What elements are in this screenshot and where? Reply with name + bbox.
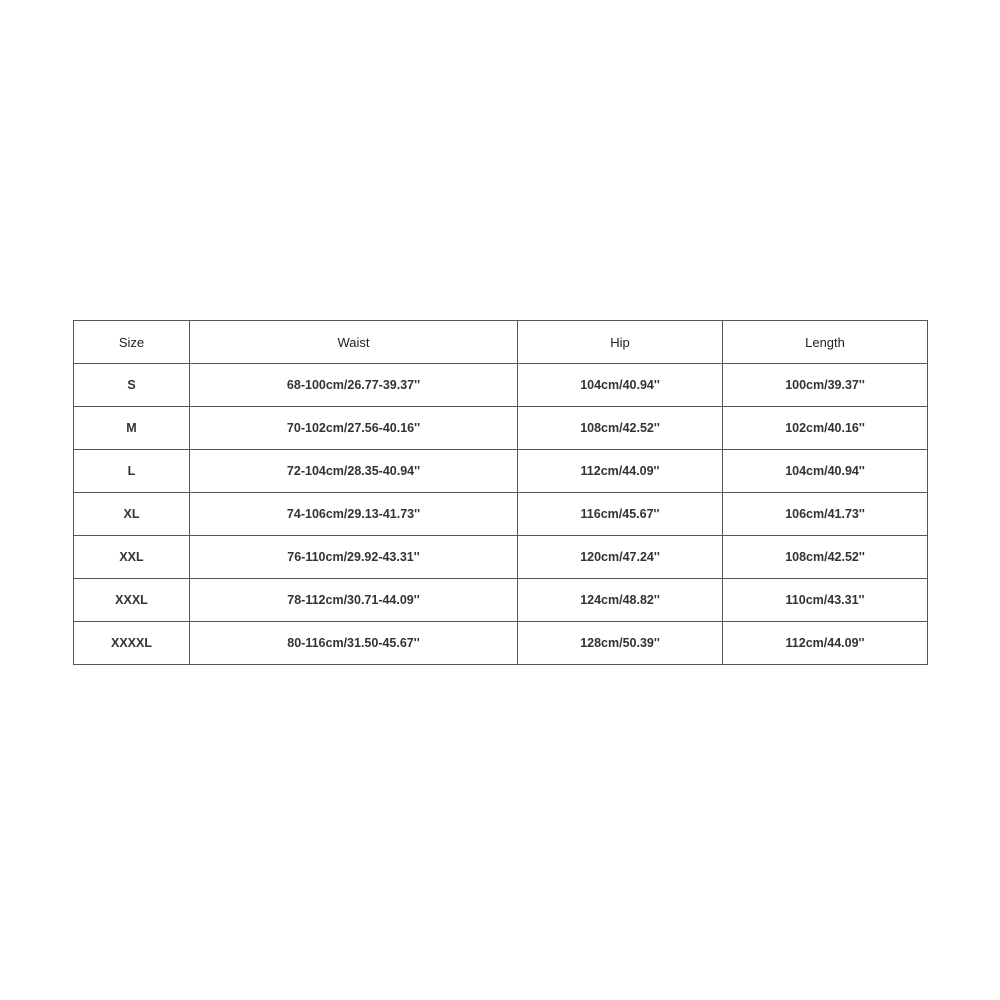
cell-size: L: [74, 450, 190, 493]
cell-hip: 112cm/44.09'': [518, 450, 723, 493]
cell-hip: 116cm/45.67'': [518, 493, 723, 536]
header-length: Length: [723, 321, 928, 364]
cell-waist: 76-110cm/29.92-43.31'': [190, 536, 518, 579]
header-waist: Waist: [190, 321, 518, 364]
cell-length: 106cm/41.73'': [723, 493, 928, 536]
table-row: [74, 493, 928, 536]
cell-length: 112cm/44.09'': [723, 622, 928, 665]
cell-hip: 120cm/47.24'': [518, 536, 723, 579]
cell-size: M: [74, 407, 190, 450]
cell-hip: 128cm/50.39'': [518, 622, 723, 665]
cell-length: 102cm/40.16'': [723, 407, 928, 450]
cell-hip: 108cm/42.52'': [518, 407, 723, 450]
table-row: [74, 579, 928, 622]
cell-hip: 104cm/40.94'': [518, 364, 723, 407]
cell-size: XXL: [74, 536, 190, 579]
cell-length: 100cm/39.37'': [723, 364, 928, 407]
header-row: [74, 321, 928, 364]
cell-waist: 70-102cm/27.56-40.16'': [190, 407, 518, 450]
cell-size: XL: [74, 493, 190, 536]
cell-waist: 72-104cm/28.35-40.94'': [190, 450, 518, 493]
table-header: [74, 321, 928, 364]
table-row: [74, 450, 928, 493]
cell-size: XXXXL: [74, 622, 190, 665]
cell-length: 110cm/43.31'': [723, 579, 928, 622]
table-row: [74, 364, 928, 407]
cell-waist: 78-112cm/30.71-44.09'': [190, 579, 518, 622]
table-row: [74, 536, 928, 579]
table-row: [74, 407, 928, 450]
cell-length: 108cm/42.52'': [723, 536, 928, 579]
cell-length: 104cm/40.94'': [723, 450, 928, 493]
cell-hip: 124cm/48.82'': [518, 579, 723, 622]
size-chart-table: [73, 320, 928, 665]
cell-waist: 80-116cm/31.50-45.67'': [190, 622, 518, 665]
cell-size: XXXL: [74, 579, 190, 622]
table-row: [74, 622, 928, 665]
header-hip: Hip: [518, 321, 723, 364]
cell-size: S: [74, 364, 190, 407]
cell-waist: 68-100cm/26.77-39.37'': [190, 364, 518, 407]
cell-waist: 74-106cm/29.13-41.73'': [190, 493, 518, 536]
header-size: Size: [74, 321, 190, 364]
table-body: [74, 364, 928, 665]
